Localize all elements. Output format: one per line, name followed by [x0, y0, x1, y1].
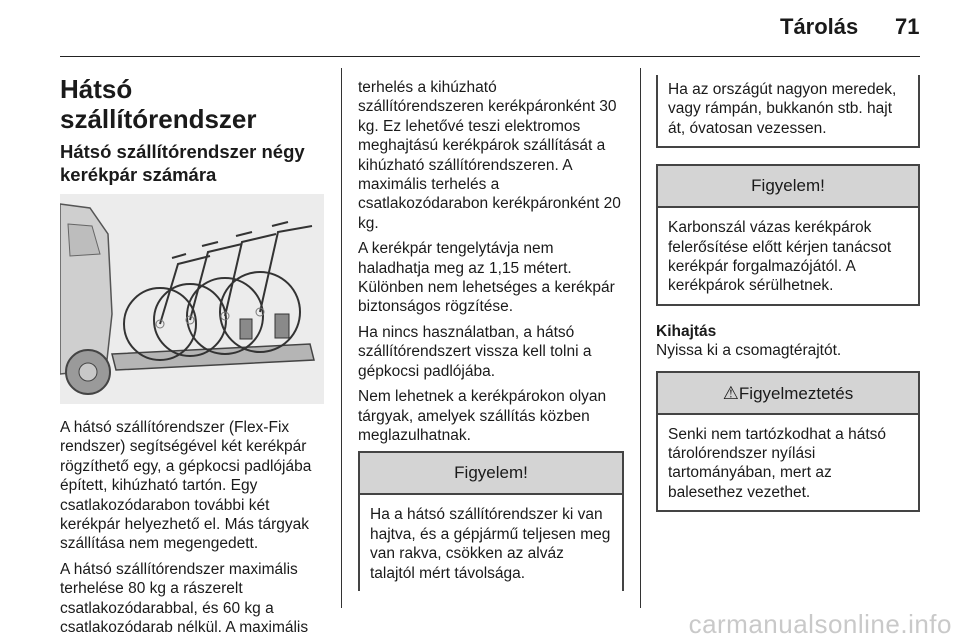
paragraph: A kerékpár tengelytávja nem haladhatja meg az 1,15 métert. Különben nem lehetséges a kerékpár biztonságos rögzítése.: [358, 240, 615, 316]
warning-body: Senki nem tartózkodhat a hátsó tárolórendszer nyílási tartományában, mert az balesethez vezethet.: [668, 425, 886, 501]
notice-title: Figyelem!: [658, 166, 918, 208]
paragraph: A hátsó szállítórendszer maximális terhelése 80 kg a rászerelt csatlakozódarabbal, és 60 kg a csatlakozódarab nélkül. A maximális: [60, 560, 309, 637]
warning-title: Figyelmeztetés: [738, 383, 854, 403]
page-number: 71: [895, 14, 920, 39]
paragraph: Nem lehetnek a kerékpárokon olyan tárgyak, amelyek szállítás közben meglazulhatnak.: [358, 388, 607, 444]
left-column: [60, 74, 326, 643]
main-heading: Hátsó szállítórendszer: [60, 74, 257, 134]
notice-body: Ha a hátsó szállítórendszer ki van hajtva, és a gépjármű teljesen meg van rakva, csökken az alváz talajtól mért távolsága.: [370, 506, 611, 582]
notice-body: Karbonszál vázas kerékpárok felerősítése előtt kérjen tanácsot kerékpár forgalmazójától. A kerékpárok sérülhetnek.: [668, 219, 892, 295]
bike-carrier-illustration: [60, 194, 324, 404]
info-box: [656, 75, 920, 148]
section-title: Tárolás: [780, 14, 859, 39]
notice-title: Figyelem!: [360, 453, 622, 495]
header-divider: [60, 56, 920, 57]
warning-box: [656, 371, 920, 513]
warning-icon: ⚠: [722, 382, 739, 403]
instruction-text: Nyissa ki a csomagtérajtót.: [656, 342, 842, 360]
right-column: [656, 75, 920, 512]
middle-column: [358, 78, 624, 591]
paragraph: terhelés a kihúzható szállítórendszeren kerékpáronként 30 kg. Ez lehetővé teszi elektromos meghajtású kerékpárok szállítását a kihúzható szállítórendszeren. A maximális terhelés a csatlakozódarabon kerékpáronként 20 kg.: [358, 79, 621, 232]
paragraph: Ha nincs használatban, a hátsó szállítórendszert vissza kell tolni a gépkocsi padlójába.: [358, 323, 592, 380]
notice-box: [656, 164, 920, 306]
notice-box: [358, 451, 624, 591]
section-heading: Kihajtás: [656, 322, 717, 340]
column-divider-1: [341, 68, 342, 608]
watermark: carmanualsonline.info: [688, 609, 952, 639]
warning-header: [658, 373, 918, 415]
info-box-body: Ha az országút nagyon meredek, vagy rámpán, bukkanón stb. hajt át, óvatosan vezessen.: [668, 81, 897, 137]
sub-heading: Hátsó szállítórendszer négy kerékpár számára: [60, 141, 305, 185]
paragraph: A hátsó szállítórendszer (Flex-Fix rendszer) segítségével két kerékpár rögzíthető egy, a gépkocsi padlójába épített, kihúzható tartón. Egy csatlakozódarabon további két kerékpár helyezhető el. Más tárgyak szállítása nem megengedett.: [60, 419, 312, 553]
column-divider-2: [640, 68, 641, 608]
